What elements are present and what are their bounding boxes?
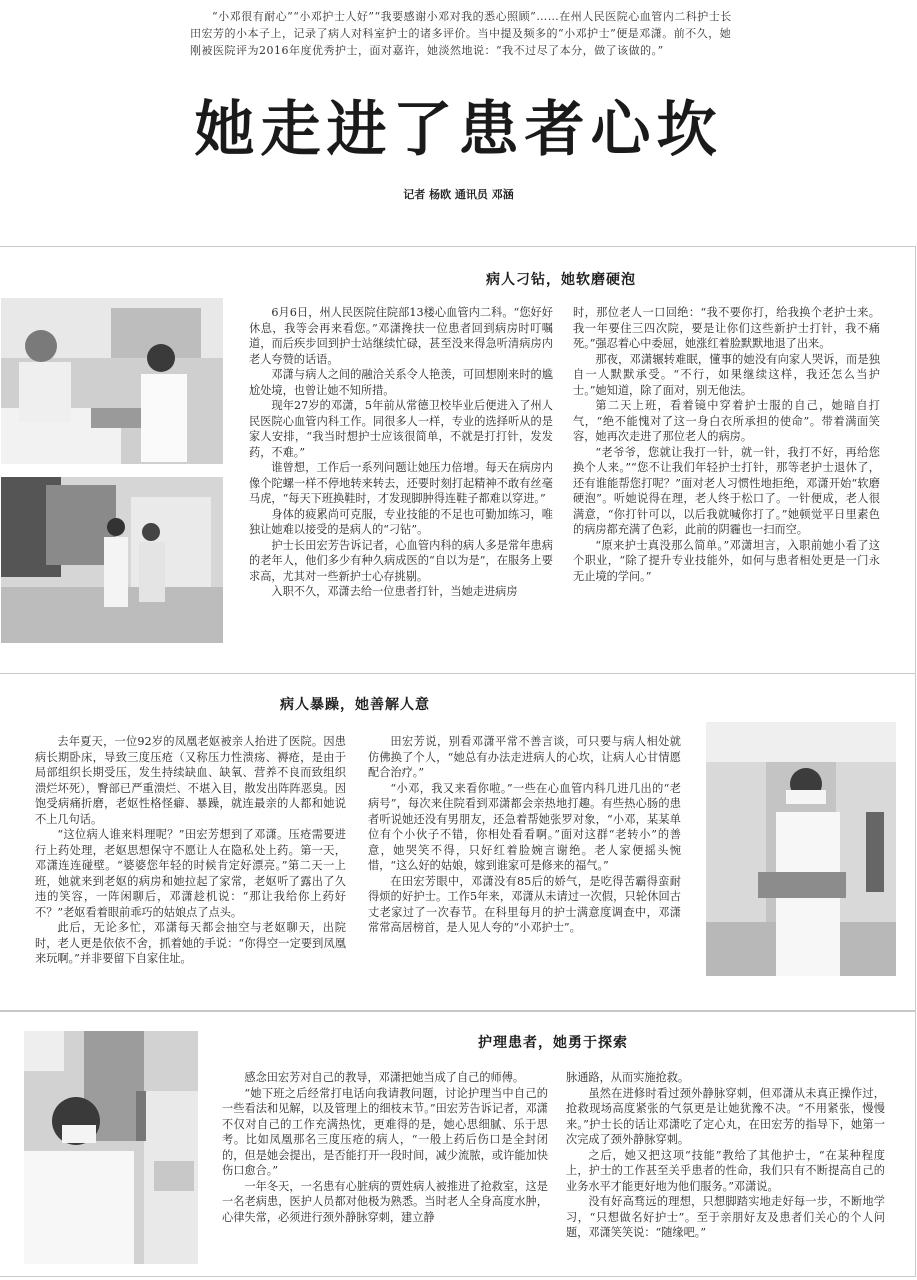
paragraph: 没有好高骛远的理想，只想脚踏实地走好每一步，不断地学习，“只想做名好护士”。至于亲朋好友及患者们关心的个人问题，邓潇笑笑说：“随缘吧。” [566,1195,885,1239]
section-3 [0,1011,916,1277]
paragraph: 之后，她又把这项“技能”教给了其他护士，“在某种程度上，护士的工作甚至关乎患者的性命，我们只有不断提高自己的业务水平才能更好地为他们服务。”邓潇说。 [566,1148,885,1193]
section-1-col-2 [573,305,880,584]
section-2 [0,673,916,1011]
paragraph: 入职不久，邓潇去给一位患者打针，当她走进病房 [271,585,518,598]
paragraph: 时，那位老人一口回绝：“我不要你打，给我换个老护士来。我一年要住三四次院，要是让你们这些新护士打针，我不痛死。”强忍着心中委屈，她涨红着脸默默地退了出来。 [573,306,880,350]
paragraph: “小邓，我又来看你啦。”一些在心血管内科几进几出的“老病号”，每次来住院看到邓潇都会亲热地打趣。有些热心肠的患者听说她还没有男朋友，还急着帮她张罗对象，“小邓，某某单位有个小伙子不错，你相处看看啊。”面对这群“老转小”的善意，她哭笑不得，只好红着脸婉言谢绝。老人家便摇头惋惜，“这么好的姑娘，嫁到谁家可是修来的福气。” [368,781,681,872]
paragraph: “原来护士真没那么简单。”邓潇坦言，入职前她小看了这个职业，“除了提升专业技能外，如何与患者相处更是一门永无止境的学问。” [573,538,880,583]
section-2-col-1 [35,734,346,967]
paragraph: 那夜，邓潇辗转难眠，懂事的她没有向家人哭诉，而是独自一人默默承受。“不行，如果继续这样，我还怎么当护士。”她知道，除了面对，别无他法。 [573,352,880,397]
paragraph: “她下班之后经常打电话向我请教问题，讨论护理当中自己的一些看法和见解，以及管理上的细枝末节。”田宏芳告诉记者，邓潇不仅对自己的工作充满热忱，更难得的是，她心思细腻、乐于思考。比如凤凰那名三度压疮的病人，“一般上药后伤口是全封闭的，但是她会提出，是否能打开一段时间，减少流脓，或许能加快伤口愈合。” [222,1086,548,1177]
photo-nurse-corridor-walk [1,477,223,643]
headline: 她走进了患者心坎 [194,95,723,165]
paragraph: 在田宏芳眼中，邓潇没有85后的娇气，是吃得苦霸得蛮耐得烦的好护士。工作5年来，邓潇从未请过一次假，只轮休回古丈老家过了一次春节。在科里每月的护士满意度调查中，邓潇常常高居榜首，是人见人夸的“小邓护士”。 [368,874,681,934]
paragraph: 田宏芳说，别看邓潇平常不善言谈，可只要与病人相处就仿佛换了个人，“她总有办法走进病人的心坎，让病人心甘情愿配合治疗。” [368,735,681,779]
paragraph: 此后，无论多忙，邓潇每天都会抽空与老妪聊天，出院时，老人更是依依不舍，抓着她的手说：“你得空一定要到凤凰来玩啊。”并非要留下自家住址。 [35,921,346,965]
paragraph: 现年27岁的邓潇，5年前从常德卫校毕业后便进入了州人民医院心血管内科工作。同很多人一样，专业的选择听从的是家人安排，“我当时想护士应该很简单，不就是打打针，发发药，不难。” [249,399,553,459]
paragraph: 6月6日，州人民医院住院部13楼心血管内二科。“您好好休息，我等会再来看您。”邓潇搀扶一位患者回到病房时叮嘱道，而后疾步回到护士站继续忙碌，甚至没来得急听清病房内老人夸赞的话语。 [249,306,553,366]
section-3-col-2 [566,1070,885,1241]
photo-nurse-syringe [24,1031,198,1264]
paragraph: 感念田宏芳对自己的教导，邓潇把她当成了自己的师傅。 [244,1071,525,1084]
paragraph: 一年冬天，一名患有心脏病的贾姓病人被推进了抢救室，这是一名老病患，医护人员都对他极为熟悉。当时老人全身高度水肿，心律失常，必须进行颈外静脉穿刺，建立静 [222,1179,548,1224]
section-1 [0,246,916,674]
paragraph: 谁曾想，工作后一系列问题让她压力倍增。每天在病房内像个陀螺一样不停地转来转去，还要时刻打起精神不敢有丝毫马虎，“每天下班换鞋时，才发现脚肿得连鞋子都难以穿进。” [249,461,553,505]
paragraph: 去年夏天，一位92岁的凤凰老妪被亲人抬进了医院。因患病长期卧床，导致三度压疮（又称压力性溃疡、褥疮，是由于局部组织长期受压，发生持续缺血、缺氧、营养不良而致组织溃烂坏死），臀部已严重溃烂、不堪入目，散发出阵阵恶臭。因饱受病痛折磨，老妪性格怪癖、暴躁，就连最亲的人都和她说不上几句话。 [35,735,346,826]
photo-nurse-bedside [1,298,223,464]
section-title: 护理患者，她勇于探索 [478,1035,628,1051]
paragraph: “这位病人谁来料理呢？”田宏芳想到了邓潇。压疮需要进行上药处理，老妪思想保守不愿让人在隐私处上药。第一天，邓潇连连碰壁。“婆婆您年轻的时候肯定好漂亮。”第二天一上班，她就来到老妪的病房和她拉起了家常，老妪听了露出了久违的笑容，一阵闲聊后，邓潇趁机说：“那让我给你上药好不？”老妪看着眼前乖巧的姑娘点了点头。 [35,828,346,919]
section-3-col-1 [222,1070,548,1225]
section-1-col-1 [249,305,553,600]
paragraph: 护士长田宏芳告诉记者，心血管内科的病人多是常年患病的老年人，他们多少有种久病成医的“自以为是”，在服务上要求高，尤其对一些新护士心存挑剔。 [249,538,553,583]
byline: 记者 杨欧 通讯员 邓涵 [403,188,514,201]
section-title: 病人暴躁，她善解人意 [280,697,430,713]
section-2-col-2 [368,734,681,936]
paragraph: “老爷爷，您就让我打一针，就一针，我打不好，再给您换个人来。”“您不让我们年轻护士打针，那等老护士退休了，还有谁能帮您打呢？”面对老人习惯性地拒绝，邓潇开始“软磨硬泡”。听她说得在理，老人终于松口了。一针便成，老人很满意，“你打针可以，以后我就喊你打了。”她顿觉平日里素色的病房都充满了色彩，此前的阴霾也一扫而空。 [573,445,880,536]
photo-nurse-tray [706,722,896,976]
paragraph: 邓潇与病人之间的融洽关系令人艳羡，可回想刚来时的尴尬处境，也曾让她不知所措。 [249,368,553,397]
intro-paragraph: “小邓很有耐心”“小邓护士人好”“我要感谢小邓对我的悉心照顾”……在州人民医院心血管内二科护士长田宏芳的小本子上，记录了病人对科室护士的诸多评价。当中提及频多的“小邓护士”便是邓潇。前不久，她刚被医院评为2016年度优秀护士，面对嘉许，她淡然地说：“我不过尽了本分，做了该做的。” [190,10,732,57]
paragraph: 脉通路，从而实施抢救。 [566,1071,690,1084]
paragraph: 身体的疲累尚可克服，专业技能的不足也可勤加练习，唯独让她难以接受的是病人的“刁钻”。 [249,507,553,536]
section-title: 病人刁钻，她软磨硬泡 [486,272,636,288]
paragraph: 第二天上班，看着镜中穿着护士服的自己，她暗自打气，“绝不能愧对了这一身白衣所承担的使命”。带着满面笑容，她再次走进了那位老人的病房。 [573,399,880,443]
paragraph: 虽然在进修时看过颈外静脉穿刺，但邓潇从未真正操作过，抢救现场高度紧张的气氛更是让她犹豫不决。“不用紧张，慢慢来。”护士长的话让邓潇吃了定心丸，在田宏芳的指导下，她第一次完成了颈外静脉穿刺。 [566,1086,885,1146]
